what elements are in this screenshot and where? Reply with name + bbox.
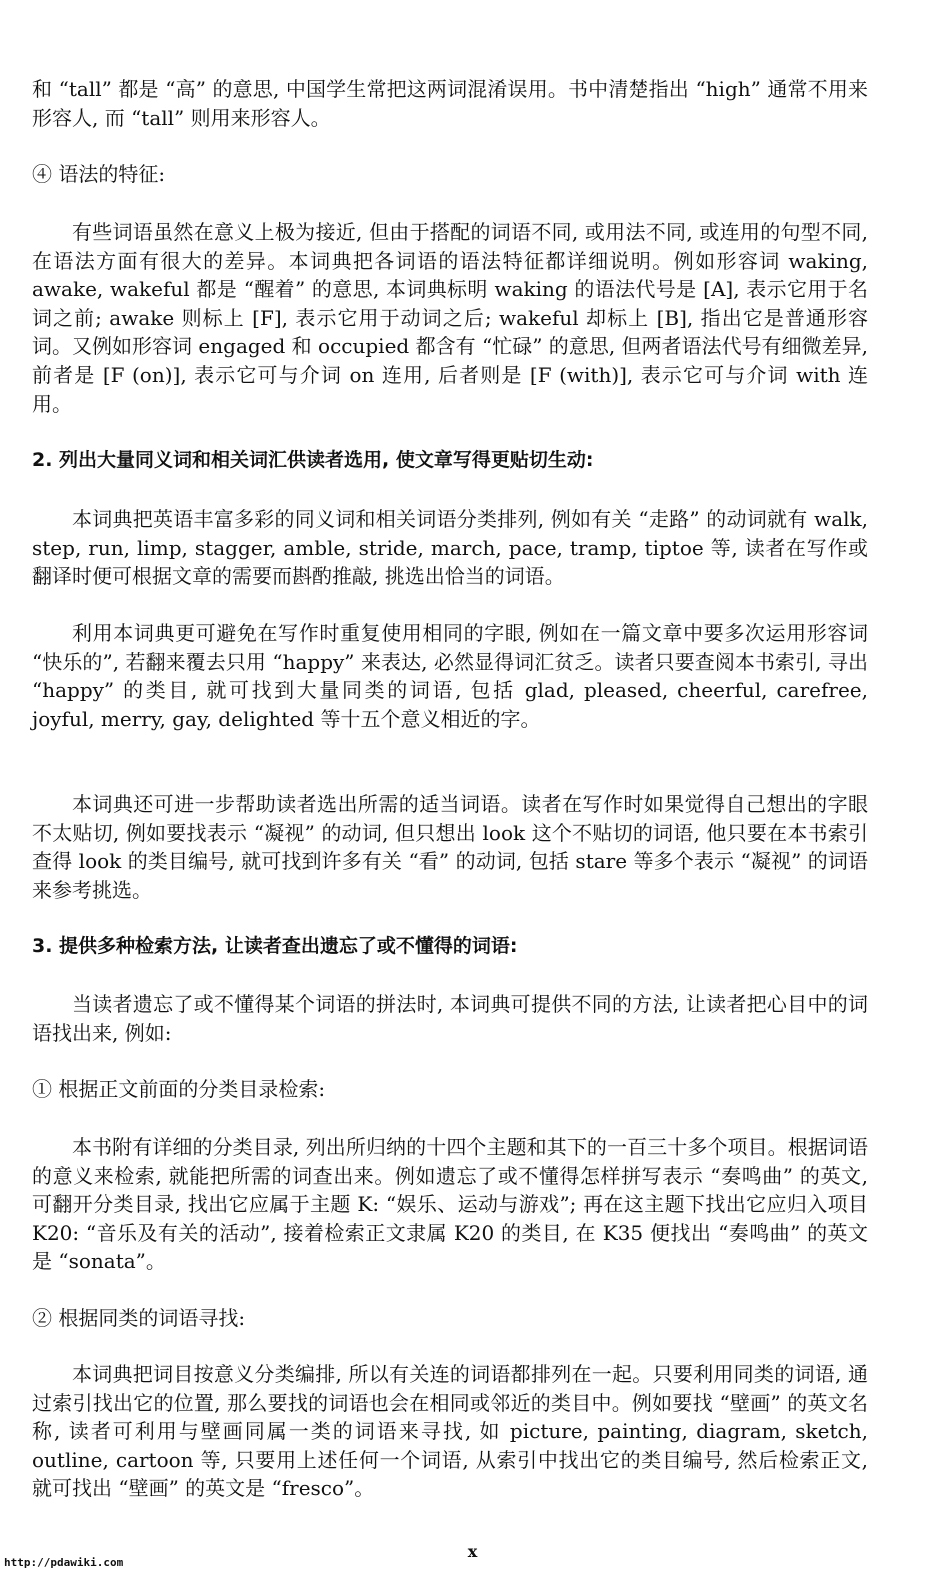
grammar-feature-section: [32, 218, 868, 418]
footer-url: http://pdawiki.com: [4, 1556, 124, 1569]
intro-section: [32, 75, 868, 132]
section3-intro-block: [32, 990, 868, 1047]
section3-intro: 当读者遗忘了或不懂得某个词语的拼法时, 本词典可提供不同的方法, 让读者把心目中的词语找出来, 例如:: [32, 992, 868, 1045]
section3-heading-block: [32, 932, 868, 960]
method2-title: ② 根据同类的词语寻找:: [32, 1306, 246, 1330]
method1-paragraph-block: [32, 1133, 868, 1276]
page-number: x: [467, 1542, 478, 1561]
method2-title-block: [32, 1304, 868, 1332]
section2-paragraph-2: 利用本词典更可避免在写作时重复使用相同的字眼, 例如在一篇文章中要多次运用形容词 “快乐的”, 若翻来覆去只用 “happy” 来表达, 必然显得词汇贫乏。读者只要查阅本书索引, 寻出 “happy” 的类目, 就可找到大量同类的词语, 包括 glad, pleased, cheerful, carefree, joyful, merry, gay, delighted 等十五个意义相近的字。: [32, 621, 868, 731]
grammar-feature-title-block: [32, 160, 868, 188]
method2-paragraph-block: [32, 1360, 868, 1503]
method1-title: ① 根据正文前面的分类目录检索:: [32, 1077, 326, 1101]
grammar-feature-paragraph: 有些词语虽然在意义上极为接近, 但由于搭配的词语不同, 或用法不同, 或连用的句型不同, 在语法方面有很大的差异。本词典把各词语的语法特征都详细说明。例如形容词 waking, awake, wakeful 都是 “醒着” 的意思, 本词典标明 waking 的语法代号是 [A], 表示它用于名词之前; awake 则标上 [F], 表示它用于动词之后; wakeful 却标上 [B], 指出它是普通形容词。又例如形容词 engaged 和 occupied 都含有 “忙碌” 的意思, 但两者语法代号有细微差异, 前者是 [F (on)], 表示它可与介词 on 连用, 后者则是 [F (with)], 表示它可与介词 with 连用。: [32, 220, 868, 416]
method2-paragraph: 本词典把词目按意义分类编排, 所以有关连的词语都排列在一起。只要利用同类的词语, 通过索引找出它的位置, 那么要找的词语也会在相同或邻近的类目中。例如要找 “壁画” 的英文名称, 读者可利用与壁画同属一类的词语来寻找, 如 picture, painting, diagram, sketch, outline, cartoon 等, 只要用上述任何一个词语, 从索引中找出它的类目编号, 然后检索正文, 就可找出 “壁画” 的英文是 “fresco”。: [32, 1362, 868, 1501]
method1-paragraph: 本书附有详细的分类目录, 列出所归纳的十四个主题和其下的一百三十多个项目。根据词语的意义来检索, 就能把所需的词查出来。例如遗忘了或不懂得怎样拼写表示 “奏鸣曲” 的英文, 可翻开分类目录, 找出它应属于主题 K: “娱乐、运动与游戏”; 再在这主题下找出它应归入项目 K20: “音乐及有关的活动”, 接着检索正文隶属 K20 的类目, 在 K35 便找出 “奏鸣曲” 的英文是 “sonata”。: [32, 1135, 868, 1274]
section2-paragraph-1: 本词典把英语丰富多彩的同义词和相关词语分类排列, 例如有关 “走路” 的动词就有 walk, step, run, limp, stagger, amble, stride, march, pace, tramp, tiptoe 等, 读者在写作或翻译时便可根据文章的需要而斟酌推敲, 挑选出恰当的词语。: [32, 507, 868, 589]
section2-heading-block: [32, 446, 868, 474]
section2-paragraph-3-block: [32, 790, 868, 904]
section2-paragraph-1-block: [32, 505, 868, 591]
section3-heading: 3. 提供多种检索方法, 让读者查出遗忘了或不懂得的词语:: [32, 935, 518, 957]
intro-paragraph: 和 “tall” 都是 “高” 的意思, 中国学生常把这两词混淆误用。书中清楚指出 “high” 通常不用来形容人, 而 “tall” 则用来形容人。: [32, 77, 868, 130]
section2-heading: 2. 列出大量同义词和相关词汇供读者选用, 使文章写得更贴切生动:: [32, 449, 594, 471]
section2-paragraph-3: 本词典还可进一步帮助读者选出所需的适当词语。读者在写作时如果觉得自己想出的字眼不太贴切, 例如要找表示 “凝视” 的动词, 但只想出 look 这个不贴切的词语, 他只要在本书索引查得 look 的类目编号, 就可找到许多有关 “看” 的动词, 包括 stare 等多个表示 “凝视” 的词语来参考挑选。: [32, 792, 868, 902]
grammar-feature-title: ④ 语法的特征:: [32, 162, 166, 186]
method1-title-block: [32, 1075, 868, 1103]
section2-paragraph-2-block: [32, 619, 868, 733]
